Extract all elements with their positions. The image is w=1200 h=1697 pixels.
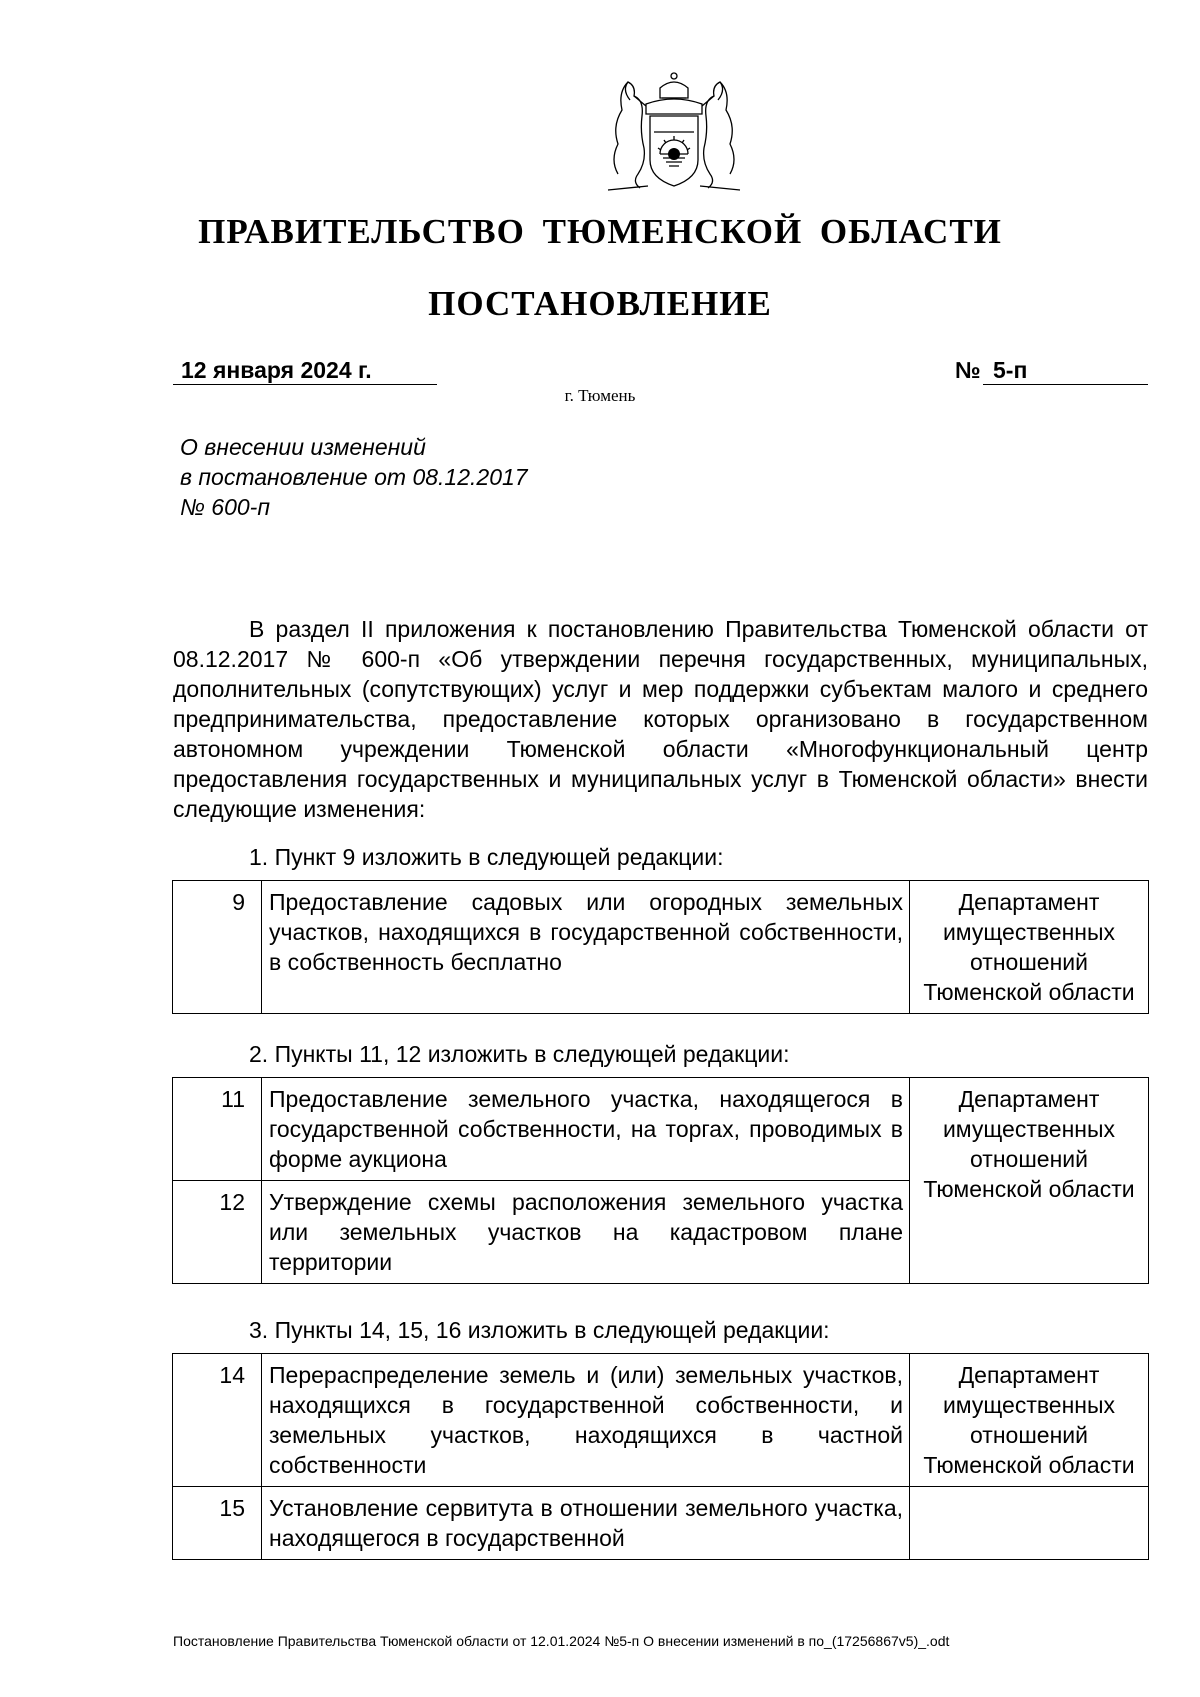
department-cell <box>910 1487 1149 1560</box>
document-number-label: № <box>955 357 981 383</box>
service-description: Перераспределение земель и (или) земельных участков, находящихся в государственной собственности, и земельных участков, находящихся в частной собственности <box>262 1354 910 1487</box>
amendment-table-1 <box>172 880 1149 1014</box>
table-row <box>173 881 1149 1014</box>
document-subject <box>180 432 680 522</box>
row-number: 14 <box>173 1354 262 1487</box>
row-number: 15 <box>173 1487 262 1560</box>
document-date: 12 января 2024 г. <box>173 356 437 385</box>
coat-of-arms-emblem <box>588 70 760 198</box>
table-row <box>173 1078 1149 1181</box>
service-description: Предоставление земельного участка, находящегося в государственной собственности, на торгах, проводимых в форме аукциона <box>262 1078 910 1181</box>
amendment-item-1: 1. Пункт 9 изложить в следующей редакции: <box>249 844 724 870</box>
subject-line: в постановление от 08.12.2017 <box>180 464 528 490</box>
subject-line: О внесении изменений <box>180 434 426 460</box>
document-type-heading: ПОСТАНОВЛЕНИЕ <box>428 284 772 323</box>
intro-paragraph: В раздел II приложения к постановлению Правительства Тюменской области от 08.12.2017 № 600-п «Об утверждении перечня государственных, муниципальных, дополнительных (сопутствующих) услуг и мер поддержки субъектам малого и среднего предпринимательства, предоставление которых организовано в государственном автономном учреждении Тюменской области «Многофункциональный центр предоставления государственных и муниципальных услуг в Тюменской области» внести следующие изменения: <box>173 616 1148 822</box>
page-footer: Постановление Правительства Тюменской области от 12.01.2024 №5-п О внесении изменений в по_(17256867v5)_.odt <box>173 1633 950 1649</box>
government-title: ПРАВИТЕЛЬСТВО ТЮМЕНСКОЙ ОБЛАСТИ <box>198 212 1002 251</box>
row-number: 12 <box>173 1181 262 1284</box>
service-description: Утверждение схемы расположения земельного участка или земельных участков на кадастровом плане территории <box>262 1181 910 1284</box>
document-number: 5-п <box>983 356 1148 385</box>
department-cell: Департамент имущественных отношений Тюменской области <box>910 1354 1149 1487</box>
row-number: 11 <box>173 1078 262 1181</box>
table-row <box>173 1487 1149 1560</box>
row-number: 9 <box>173 881 262 1014</box>
amendment-item-2: 2. Пункты 11, 12 изложить в следующей редакции: <box>249 1041 790 1067</box>
subject-line: № 600-п <box>180 494 270 520</box>
amendment-table-2 <box>172 1077 1149 1284</box>
department-cell: Департамент имущественных отношений Тюменской области <box>910 881 1149 1014</box>
service-description: Установление сервитута в отношении земельного участка, находящегося в государственной <box>262 1487 910 1560</box>
department-cell: Департамент имущественных отношений Тюменской области <box>910 1078 1149 1284</box>
service-description: Предоставление садовых или огородных земельных участков, находящихся в государственной собственности, в собственность бесплатно <box>262 881 910 1014</box>
amendment-item-3: 3. Пункты 14, 15, 16 изложить в следующей редакции: <box>249 1317 830 1343</box>
amendment-table-3 <box>172 1353 1149 1560</box>
table-row <box>173 1354 1149 1487</box>
document-city: г. Тюмень <box>564 386 636 405</box>
